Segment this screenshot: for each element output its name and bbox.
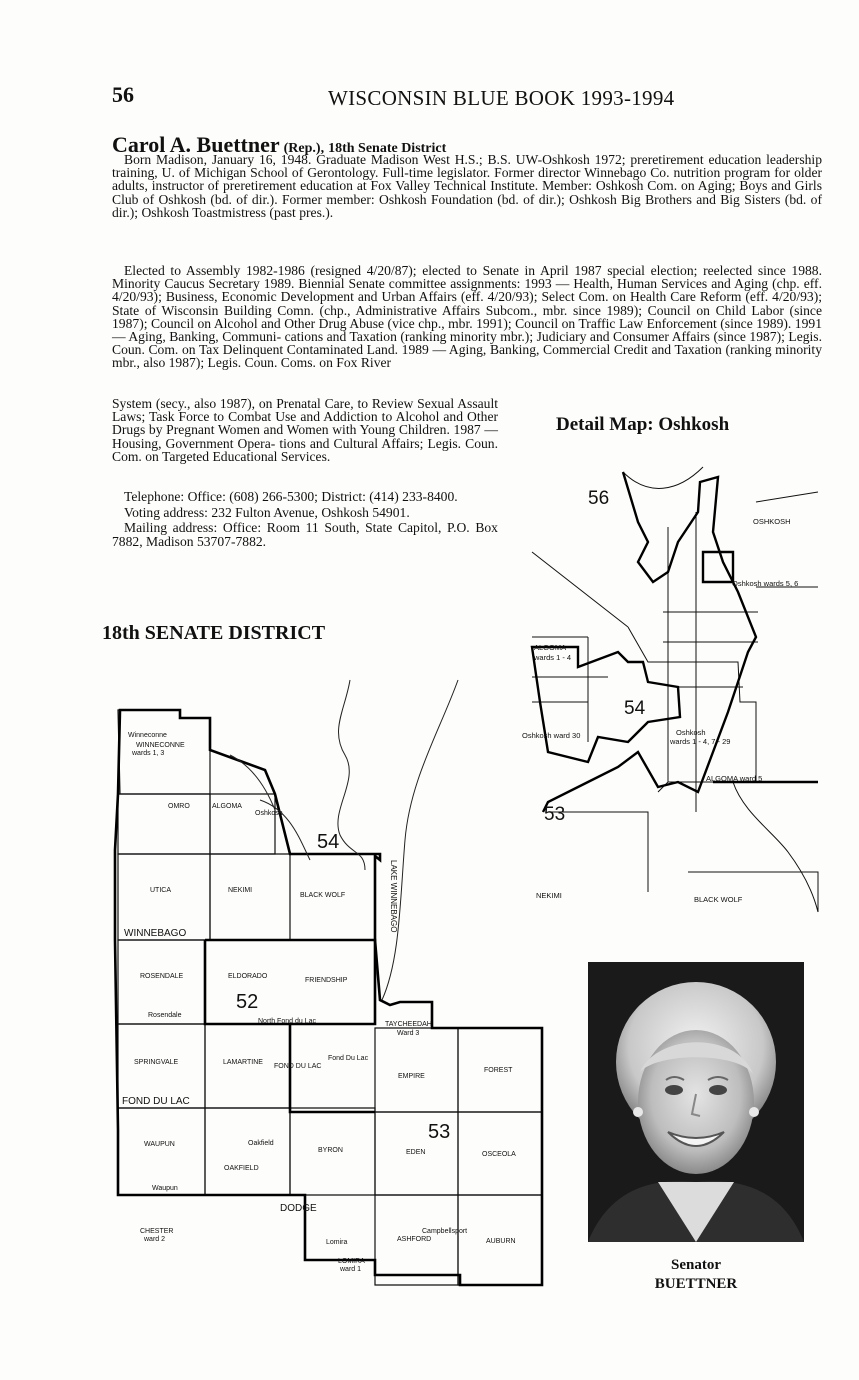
map-township-grid [118, 710, 542, 1285]
map-label: BLACK WOLF [300, 892, 346, 899]
map-label: AUBURN [486, 1238, 516, 1245]
bio-line: member: Oshkosh Foundation (bd. of dir.); Oshkosh Big Brothers and Big Sisters (bd. of dir.); Oshkosh [112, 191, 823, 220]
bio-line: education leadership training, U. of Michigan School of Gerontology. Full-time legislator. Former director [112, 152, 822, 181]
bio-line: Toastmistress (past pres.). [192, 204, 334, 220]
bio-line: minority mbr., also 1987); Legis. Coun. Coms. on Fox River [112, 342, 822, 371]
map-label: ALGOMA ward 5 [706, 774, 763, 783]
map-label: FOREST [484, 1067, 513, 1074]
map-label: LAMARTINE [223, 1059, 263, 1066]
bio-line: Technical Institute. Member: Oshkosh Com. on Aging; Boys and Girls Club of Oshkosh (bd. of dir.). Former [112, 178, 822, 207]
bio-paragraph-2 [112, 264, 822, 370]
map-label: SPRINGVALE [134, 1059, 179, 1066]
bio-line: System (secy., also 1987), on Prenatal Care, to Review Sexual [112, 396, 455, 411]
county-label: FOND DU LAC [122, 1096, 190, 1107]
senator-photo [588, 962, 804, 1242]
map-label: Rosendale [148, 1012, 182, 1019]
running-head: WISCONSIN BLUE BOOK 1993-1994 [328, 86, 675, 110]
county-label: WINNEBAGO [124, 928, 187, 939]
map-label: WAUPUN [144, 1141, 175, 1148]
bio-line: Born Madison, January 16, 1948. Graduate Madison West H.S.; B.S. UW-Oshkosh 1972; preretirement [124, 152, 704, 167]
district-number: 54 [624, 698, 646, 719]
map-label: Waupun [152, 1185, 178, 1192]
bio-line: Alcohol and Other Drugs by Pregnant Women and Women [112, 409, 499, 438]
map-label: OAKFIELD [224, 1165, 259, 1172]
map-label: Lomira [326, 1239, 348, 1246]
lake-label: LAKE WINNEBAGO [389, 860, 398, 933]
map-label: OMRO [168, 803, 190, 810]
map-label: BLACK WOLF [694, 895, 743, 904]
map-label: ALGOMA [212, 803, 242, 810]
voting-address: Voting address: 232 Fulton Avenue, Oshkosh 54901. [124, 505, 410, 520]
map-label: wards 1, 3 [132, 750, 165, 757]
bio-paragraph-1 [112, 153, 822, 219]
district-numbers [236, 831, 450, 1143]
map-label: ASHFORD [397, 1236, 432, 1243]
map-label: LOMIRA [338, 1258, 365, 1265]
map-label: OSHKOSH [753, 517, 791, 526]
map-label: ward 1 [340, 1266, 362, 1273]
county-label: DODGE [280, 1203, 317, 1214]
detail-map-lines [532, 467, 818, 912]
bio-line: cations and Taxation (ranking minority mbr.); Judiciary and Consumer Affairs (since 1987); Legis. Coun. Com. [112, 329, 822, 358]
map-label: OSCEOLA [482, 1151, 516, 1158]
page-number: 56 [112, 82, 134, 107]
party: (Rep.), [283, 141, 325, 156]
map-label: TAYCHEEDAH [385, 1021, 432, 1028]
bio-line: Com. on Health Care Reform (eff. 4/20/93); State of Wisconsin Building Comn. (chp., Administrative Affairs [112, 289, 822, 318]
bio-line: Subcom., mbr. since 1989); Council on Child Labor (since 1987); Council on Alcohol and Other Drug Abuse [112, 302, 822, 331]
oshkosh-detail-map [522, 452, 828, 922]
senate-map-title: 18th SENATE DISTRICT [102, 622, 326, 644]
detail-map-title: Detail Map: Oshkosh [556, 414, 730, 435]
map-label: Winneconne [128, 732, 167, 739]
bio-line: Winnebago Co. nutrition program for older adults, instructor of preretirement education at Fox Valley [112, 165, 823, 194]
detail-map-labels [522, 517, 798, 904]
map-label: Fond Du Lac [328, 1055, 369, 1062]
map-label: EDEN [406, 1149, 426, 1156]
legislator-name: Carol A. Buettner [112, 132, 280, 157]
map-label: ALGOMA [534, 643, 567, 652]
map-label: Oakfield [248, 1140, 274, 1147]
bio-line: since 1988. Minority Caucus Secretary 1989. Biennial Senate committee assignments: 1993 — Health, Human [112, 263, 822, 292]
bio-line: on Tax Delinquent Contaminated Land. 1989 — Aging, Banking, Commercial Credit and Taxation (ranking [181, 342, 772, 358]
map-label: Ward 3 [397, 1030, 420, 1037]
lake-winnebago-shore [230, 680, 458, 1000]
map-label: WINNECONNE [136, 742, 185, 749]
map-label: CHESTER [140, 1228, 174, 1235]
map-label: North Fond du Lac [258, 1018, 316, 1025]
bio-line: Educational Services. [212, 448, 331, 464]
map-label: UTICA [150, 887, 171, 894]
map-label: wards 1 - 4, 7 - 29 [670, 737, 731, 746]
district-number: 53 [544, 804, 566, 825]
bio-line: with Young Children. 1987 — Housing, Government Opera- [112, 422, 498, 451]
map-label: FOND DU LAC [274, 1063, 322, 1070]
map-label: wards 1 - 4 [534, 653, 572, 662]
mailing-address [112, 521, 498, 549]
bio-paragraph-2-continued [112, 397, 498, 463]
map-label: Oshkosh [676, 728, 706, 737]
bio-line: Assault Laws; Task Force to Combat Use and Addiction to [112, 396, 498, 425]
mailing-line: P.O. Box 7882, Madison 53707-7882. [112, 520, 498, 549]
map-label: BYRON [318, 1147, 343, 1154]
map-label: Oshkosh ward 30 [522, 731, 581, 740]
photo-caption-name: BUETTNER [654, 1276, 738, 1292]
portrait-image [588, 962, 804, 1242]
district-label: 18th Senate District [328, 141, 447, 156]
bio-line: (vice chp., mbr. 1991); Council on Traffic Law Enforcement (since 1989). 1991 — Aging, Banking, Communi- [112, 315, 822, 345]
bio-line: tions and Cultural Affairs; Legis. Coun. Com. on Targeted [112, 435, 498, 464]
map-label: NEKIMI [228, 887, 253, 894]
district-number: 54 [317, 831, 340, 853]
mailing-line: Mailing address: Office: Room 11 South, State Capitol, [124, 520, 442, 535]
bio-line: Elected to Assembly 1982-1986 (resigned 4/20/87); elected to Senate in April 1987 special election; reelected [124, 263, 753, 278]
bio-line: Services and Aging (chp. eff. 4/20/93); Business, Economic Development and Urban Affairs (eff. 4/20/93); Select [112, 276, 822, 305]
senate-district-boundary [115, 710, 542, 1285]
map-label: Oshkosh [255, 810, 283, 817]
map-label: Campbellsport [422, 1228, 468, 1235]
telephone: Telephone: Office: (608) 266-5300; District: (414) 233-8400. [124, 489, 458, 504]
map-label: ELDORADO [228, 973, 268, 980]
map-label: FRIENDSHIP [305, 977, 348, 984]
map-label: EMPIRE [398, 1073, 425, 1080]
district-number: 53 [428, 1121, 451, 1143]
senate-district-map [100, 660, 560, 1300]
district-number: 56 [588, 488, 610, 509]
map-label: Oshkosh wards 5, 6 [732, 579, 799, 588]
photo-caption-title: Senator [671, 1257, 721, 1273]
map-label: ROSENDALE [140, 973, 184, 980]
county-labels [122, 928, 317, 1214]
district-number: 52 [236, 991, 259, 1013]
map-label: ward 2 [144, 1236, 166, 1243]
map-label: NEKIMI [536, 891, 562, 900]
